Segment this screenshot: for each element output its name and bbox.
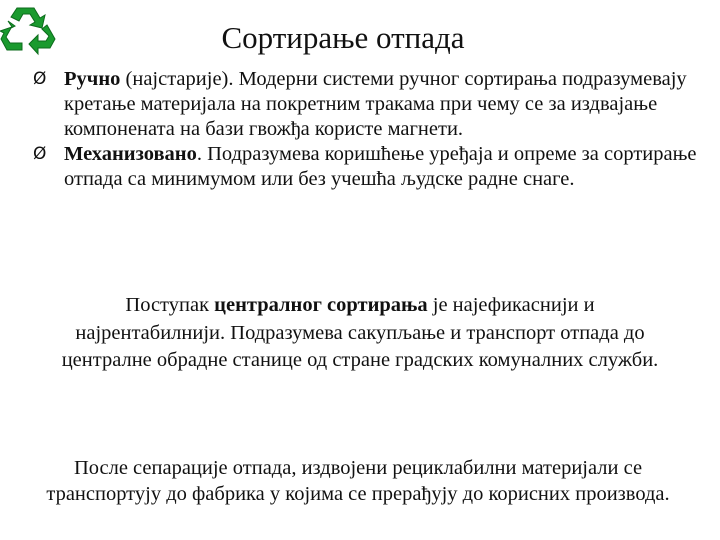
slide-title: Сортирање отпада [221,20,465,55]
paragraph-text: је најефикаснији и најрентабилнији. Подразумева сакупљање и транспорт отпада до централне обрадне станице од стране градских комуналних служби. [61,294,659,371]
bullet-text: (најстарије). Модерни системи ручног сортирања подразумевају кретање материјала на покретним тракама при чему се за издвајање компонената на бази гвожђа користе магнети. [64,68,687,140]
separation-paragraph: После сепарације отпада, издвојени рециклабилни материјали се транспортују до фабрика у којима се прерађују до корисних производа. [46,457,670,505]
paragraph-term: централног сортирања [214,294,428,316]
bullet-term: Механизовано [64,143,197,165]
arrow-bullet-icon: Ø [33,69,47,89]
bullet-item-manual [33,67,703,142]
bullet-list [33,67,703,192]
bullet-text: . Подразумева коришћење уређаја и опреме за сортирање отпада са минимумом или без учешћа људске радне снаге. [64,143,697,190]
paragraph-text: Поступак [125,294,215,316]
bullet-item-mechanized [33,142,703,192]
arrow-bullet-icon: Ø [33,144,47,164]
central-sorting-paragraph [60,292,660,375]
bullet-term: Ручно [64,68,121,90]
